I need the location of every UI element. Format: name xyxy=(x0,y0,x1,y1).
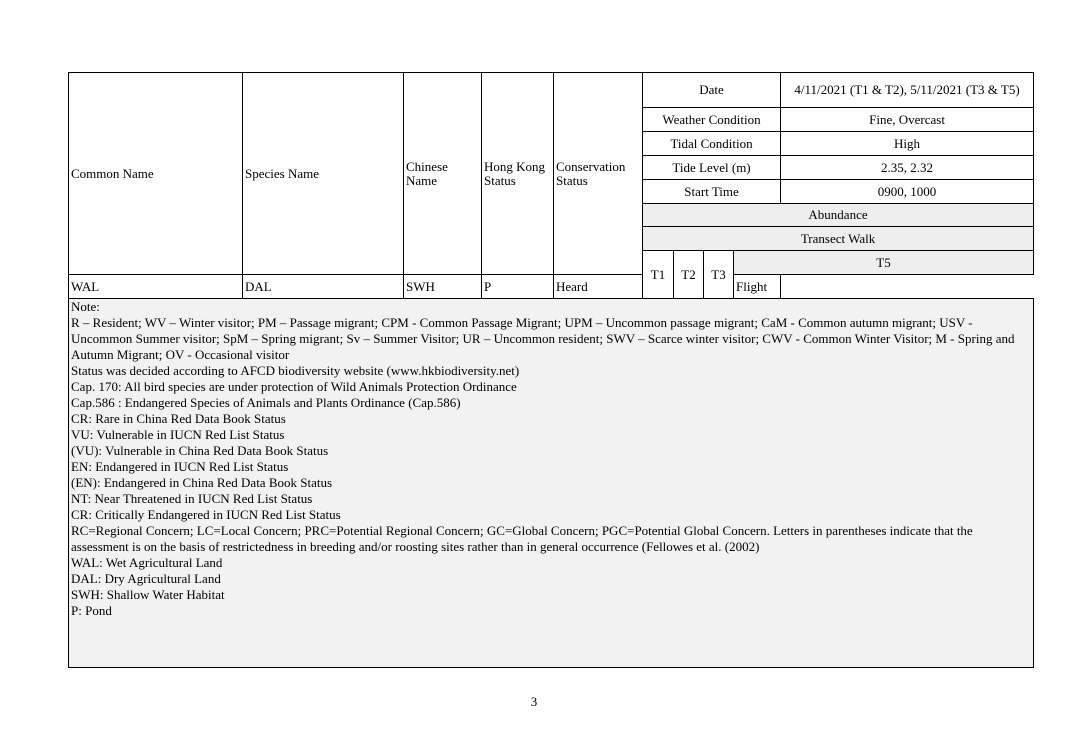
note-nt-iucn: NT: Near Threatened in IUCN Red List Status xyxy=(71,491,313,506)
t5-col-wal: WAL xyxy=(69,275,243,299)
header-hk-status: Hong Kong Status xyxy=(482,73,554,275)
note-cap170: Cap. 170: All bird species are under protection of Wild Animals Protection Ordinance xyxy=(71,379,517,394)
note-cap586: Cap.586 : Endangered Species of Animals and Plants Ordinance (Cap.586) xyxy=(71,395,461,410)
tide-level-value: 2.35, 2.32 xyxy=(781,156,1034,180)
t5-col-heard: Heard xyxy=(554,275,643,299)
tidal-value: High xyxy=(781,132,1034,156)
transect-walk-label: Transect Walk xyxy=(643,227,1034,251)
header-conservation-status: Conservation Status xyxy=(554,73,643,275)
tide-level-label: Tide Level (m) xyxy=(643,156,781,180)
weather-value: Fine, Overcast xyxy=(781,108,1034,132)
start-time-label: Start Time xyxy=(643,180,781,204)
note-vu-iucn: VU: Vulnerable in IUCN Red List Status xyxy=(71,427,285,442)
transect-t1: T1 xyxy=(643,251,674,299)
t5-col-dal: DAL xyxy=(243,275,404,299)
note-status-codes: R – Resident; WV – Winter visitor; PM – Passage migrant; CPM - Common Passage Migrant; UPM – Uncommon passage migrant; CaM - Common autumn migrant; USV - Uncommon Summer visitor; SpM – Spring migrant; Sv – Summer Visitor; UR – Uncommon resident; SWV – Scarce winter visitor; CWV - Common Winter Visitor; M - Spring and Autumn Migrant; OV - Occasional visitor xyxy=(71,315,1015,362)
note-cr-china: CR: Rare in China Red Data Book Status xyxy=(71,411,286,426)
date-value: 4/11/2021 (T1 & T2), 5/11/2021 (T3 & T5) xyxy=(781,73,1034,108)
note-cr-iucn: CR: Critically Endangered in IUCN Red List Status xyxy=(71,507,341,522)
note-pond: P: Pond xyxy=(71,603,112,618)
note-wal: WAL: Wet Agricultural Land xyxy=(71,555,223,570)
t5-col-flight: Flight xyxy=(734,275,781,299)
transect-t5: T5 xyxy=(734,251,1034,275)
transect-t2: T2 xyxy=(674,251,704,299)
note-heading: Note: xyxy=(71,299,100,314)
note-en-china: (EN): Endangered in China Red Data Book Status xyxy=(71,475,333,490)
t5-col-swh: SWH xyxy=(404,275,482,299)
note-concern-levels: RC=Regional Concern; LC=Local Concern; PRC=Potential Regional Concern; GC=Global Concern; PGC=Potential Global Concern. Letters in parentheses indicate that the assessment is on the basis of restrictedness in breeding and/or roosting sites rather than in general occurrence (Fellowes et al. (2002) xyxy=(71,523,973,554)
abundance-label: Abundance xyxy=(643,204,1034,227)
t5-col-p: P xyxy=(482,275,554,299)
transect-t3: T3 xyxy=(704,251,734,299)
header-common-name: Common Name xyxy=(69,73,243,275)
note-vu-china: (VU): Vulnerable in China Red Data Book Status xyxy=(71,443,329,458)
page-number: 3 xyxy=(530,694,538,709)
note-status-source: Status was decided according to AFCD biodiversity website (www.hkbiodiversity.net) xyxy=(71,363,520,378)
note-en-iucn: EN: Endangered in IUCN Red List Status xyxy=(71,459,289,474)
header-species-name: Species Name xyxy=(243,73,404,275)
note-swh: SWH: Shallow Water Habitat xyxy=(71,587,225,602)
header-chinese-name: Chinese Name xyxy=(404,73,482,275)
tidal-label: Tidal Condition xyxy=(643,132,781,156)
bird-survey-table xyxy=(68,72,1034,668)
date-label: Date xyxy=(643,73,781,108)
start-time-value: 0900, 1000 xyxy=(781,180,1034,204)
weather-label: Weather Condition xyxy=(643,108,781,132)
note-dal: DAL: Dry Agricultural Land xyxy=(71,571,221,586)
notes-cell xyxy=(69,299,1034,668)
